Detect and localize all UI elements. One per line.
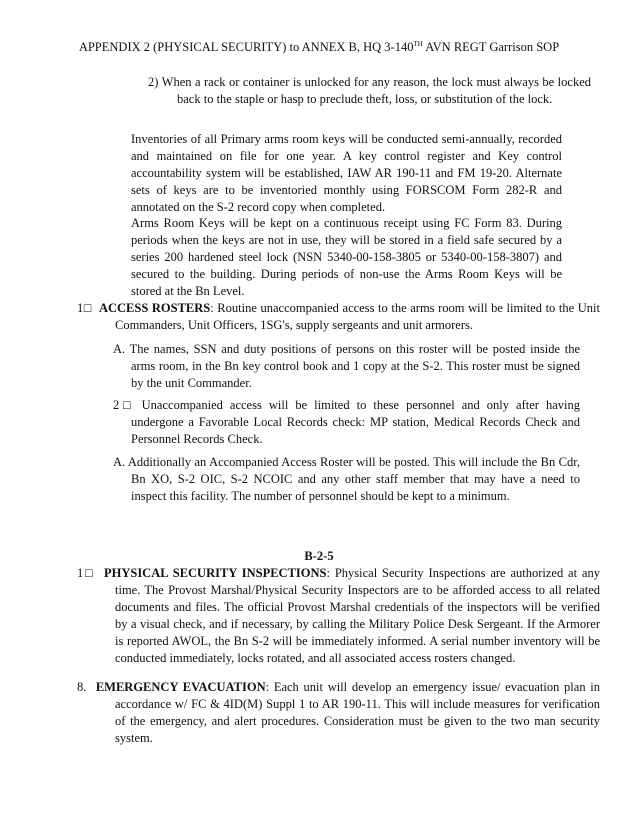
section-title: EMERGENCY EVACUATION [95,680,266,694]
section-number: 8. [77,680,87,694]
header-text-end: AVN REGT Garrison SOP [422,40,560,54]
inspections-section [77,565,600,667]
section-title: PHYSICAL SECURITY INSPECTIONS [103,566,327,580]
header-text: APPENDIX 2 (PHYSICAL SECURITY) to ANNEX B, HQ 3-140 [78,40,414,54]
section-number: 1□ [77,566,95,580]
section-text: : Routine unaccompanied access to the arms room will be limited to the Unit Commanders, Unit Officers, 1SG's, supply sergeants and unit armorers. [115,301,600,332]
evacuation-section [77,679,600,747]
arms-room-keys-paragraph: Arms Room Keys will be kept on a continuous receipt using FC Form 83. During periods when the keys are not in use, they will be stored in a field safe secured by a series 200 hardened steel lock (NSN 5340-00-158-3805 or 5340-00-158-3807) and secured to the building. During periods of non-use the Arms Room Keys will be stored at the Bn Level. [131,216,562,298]
unaccompanied-access-paragraph: 2□ Unaccompanied access will be limited to these personnel and only after having undergone a Favorable Local Records check: MP station, Medical Records Check and Personnel Records Check. [113,398,580,446]
inventories-paragraph: Inventories of all Primary arms room keys will be conducted semi-annually, recorded and maintained on file for one year. A key control register and Key control accountability system will be established, IAW AR 190-11 and FM 19-20. Alternate sets of keys are to be inventoried monthly using FORSCOM Form 282-R and annotated on the S-2 record copy when completed. [131,132,562,214]
section-title: ACCESS ROSTERS [98,301,211,315]
page-number: B-2-5 [304,549,334,563]
roster-posting-paragraph: A. The names, SSN and duty positions of persons on this roster will be posted inside the arms room, in the Bn key control book and 1 copy at the S-2. This roster must be signed by the unit Commander. [113,342,580,390]
lock-paragraph: 2) When a rack or container is unlocked for any reason, the lock must always be locked back to the staple or hasp to preclude theft, loss, or substitution of the lock. [148,75,591,106]
section-text: : Physical Security Inspections are authorized at any time. The Provost Marshal/Physical Security Inspectors are to be afforded access to all related documents and files. The official Provost Marshal credentials of the inspectors will be verified by a visual check, and if necessary, by calling the Military Police Desk Sergeant. If the Armorer is reported AWOL, the Bn S-2 will be immediately informed. A serial number inventory will be conducted immediately, locks rotated, and all associated access rosters changed. [115,566,600,665]
section-text: : Each unit will develop an emergency issue/ evacuation plan in accordance w/ FC & 4ID(M) Suppl 1 to AR 190-11. This will include measures for verification of the emergency, and alert procedures. Consideration must be given to the two man security system. [115,680,601,745]
header-superscript: TH [413,40,423,48]
access-rosters-section [77,300,600,334]
running-header [0,40,638,55]
accompanied-roster-paragraph: A. Additionally an Accompanied Access Roster will be posted. This will include the Bn Cdr, Bn XO, S-2 OIC, S-2 NCOIC and any other staff member that may have a need to inspect this facility. The number of personnel should be kept to a minimum. [113,455,580,503]
section-number: 1□ [77,301,92,315]
